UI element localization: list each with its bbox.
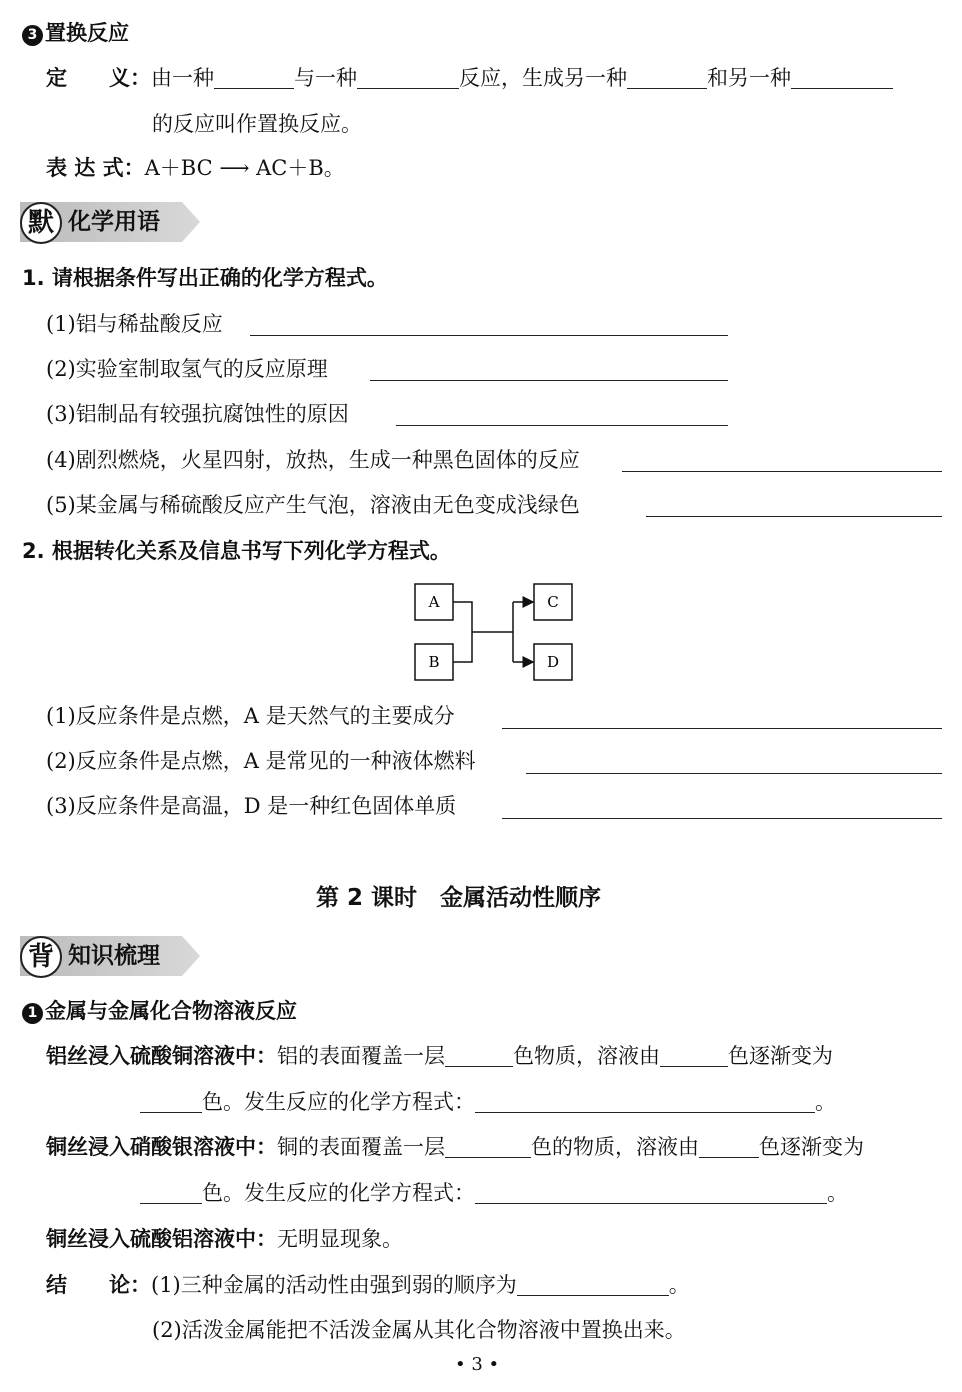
expression-line [46,153,345,183]
conclusion-line: 结 论：(1)三种金属的活动性由强到弱的顺序为 。 [46,1273,690,1297]
definition-line: 定 义：由一种 与一种 反应，生成另一种 和另一种 [46,63,893,93]
experiment-cu-agno3-cont: 色。发生反应的化学方程式： 。 [140,1178,848,1208]
experiment-label: 铜丝浸入硝酸银溶液中： [46,1135,277,1159]
box-a-label: A [428,593,440,611]
question-1-item: (1)铝与稀盐酸反应 [46,312,223,336]
page-number: • 3 • [455,1354,500,1375]
experiment-cu-agno3: 铜丝浸入硝酸银溶液中：铜的表面覆盖一层 色的物质，溶液由 色逐渐变为 [46,1135,864,1159]
question-1-item: (5)某金属与稀硫酸反应产生气泡，溶液由无色变成浅绿色 [46,493,580,517]
conclusion-label: 结 论： [46,1273,151,1297]
answer-line[interactable] [502,817,942,819]
equation-blank[interactable] [475,1181,827,1204]
banner-title: 化学用语 [68,209,160,235]
conversion-diagram [405,574,585,689]
section-heading-metal-solution [22,996,297,1026]
section-heading-substitution [22,18,129,48]
question-1-item: (2)实验室制取氢气的反应原理 [46,357,328,381]
lesson-title: 第 2 课时 金属活动性顺序 [316,885,602,911]
definition-continuation: 的反应叫作置换反应。 [152,112,362,136]
experiment-label: 铝丝浸入硫酸铜溶液中： [46,1044,277,1068]
answer-blank[interactable] [517,1273,669,1296]
conclusion-line-2: (2)活泼金属能把不活泼金属从其化合物溶液中置换出来。 [152,1318,686,1342]
experiment-al-cuso4-cont: 色。发生反应的化学方程式： 。 [140,1087,836,1117]
definition-label: 定 义： [46,66,151,90]
question-1-item: (3)铝制品有较强抗腐蚀性的原因 [46,402,349,426]
answer-blank[interactable] [627,66,707,89]
banner-chemical-terms [20,202,210,242]
banner-badge: 背 [20,936,62,978]
answer-blank[interactable] [699,1135,759,1158]
expression-formula: A＋BC ⟶ AC＋B。 [144,156,345,180]
box-c-label: C [547,593,559,611]
answer-line[interactable] [646,515,942,517]
answer-blank[interactable] [140,1090,202,1113]
answer-line[interactable] [370,379,728,381]
answer-blank[interactable] [445,1044,513,1067]
banner-badge: 默 [20,202,62,244]
answer-blank[interactable] [214,66,294,89]
expression-label: 表 达 式： [46,156,145,180]
banner-title: 知识梳理 [68,943,160,969]
answer-blank[interactable] [660,1044,728,1067]
question-2-item: (2)反应条件是点燃，A 是常见的一种液体燃料 [46,749,476,773]
equation-blank[interactable] [475,1090,815,1113]
question-1-item: (4)剧烈燃烧，火星四射，放热，生成一种黑色固体的反应 [46,448,580,472]
answer-blank[interactable] [791,66,893,89]
section-number: 1 [22,1003,43,1024]
answer-line[interactable] [622,470,942,472]
section-title: 置换反应 [45,21,129,45]
answer-line[interactable] [396,424,728,426]
experiment-al-cuso4: 铝丝浸入硫酸铜溶液中：铝的表面覆盖一层 色物质，溶液由 色逐渐变为 [46,1044,833,1068]
answer-line[interactable] [502,727,942,729]
box-d-label: D [546,653,560,671]
banner-knowledge-summary [20,936,210,976]
experiment-cu-al2so43: 铜丝浸入硫酸铝溶液中：无明显现象。 [46,1227,403,1251]
connector-lines [453,602,513,662]
section-title: 金属与金属化合物溶液反应 [45,999,297,1023]
section-number: 3 [22,25,43,46]
question-2-item: (1)反应条件是点燃，A 是天然气的主要成分 [46,704,455,728]
question-1-title: 1. 请根据条件写出正确的化学方程式。 [22,266,388,290]
question-2-title: 2. 根据转化关系及信息书写下列化学方程式。 [22,539,451,563]
answer-line[interactable] [526,772,942,774]
box-b-label: B [428,653,440,671]
answer-line[interactable] [250,334,728,336]
question-2-item: (3)反应条件是高温，D 是一种红色固体单质 [46,794,457,818]
answer-blank[interactable] [357,66,459,89]
answer-blank[interactable] [445,1135,531,1158]
answer-blank[interactable] [140,1181,202,1204]
experiment-label: 铜丝浸入硫酸铝溶液中： [46,1227,277,1251]
